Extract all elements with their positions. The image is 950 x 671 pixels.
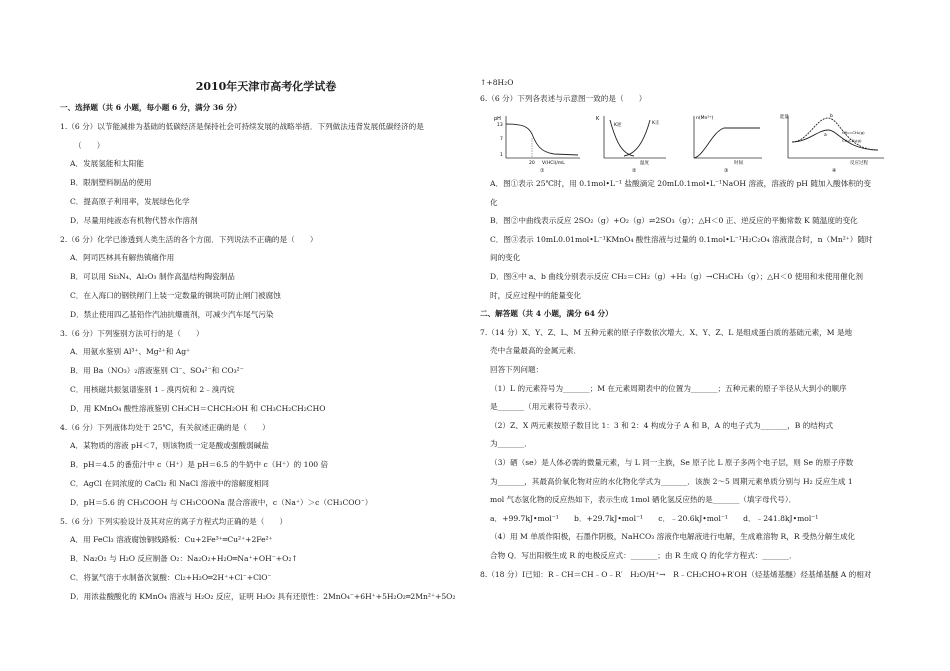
text-line: ↑+8H₂O — [480, 78, 514, 87]
text-line: 化 — [490, 197, 498, 207]
figure-4-curve-b — [792, 118, 878, 150]
figure-2-curve-forward — [624, 120, 650, 156]
figure-4-curve-label: a — [824, 133, 827, 138]
text-line: A．用氨水鉴别 Al³⁺、Mg²⁺和 Ag⁺ — [70, 347, 191, 357]
figure-3-caption: ③ — [724, 168, 729, 174]
text-line: 2.（6 分）化学已渗透到人类生活的各个方面．下列说法不正确的是（ ） — [60, 234, 318, 244]
figure-4-x-label: 反应过程 — [850, 161, 868, 166]
figure-2-curve-label: K正 — [652, 121, 660, 126]
text-line: C．在入海口的钢铁闸门上装一定数量的铜块可防止闸门被腐蚀 — [70, 291, 281, 300]
text-line: D．用 KMnO₄ 酸性溶液鉴别 CH₃CH＝CHCH₂OH 和 CH₃CH₂CH₂CHO — [70, 403, 326, 413]
text-line: mol 气态氢化物的反应热如下，表示生成 1mol 硒化氢反应热的是_______（填字母代号）． — [490, 495, 797, 505]
figure-1-y-tick: 7 — [500, 137, 503, 142]
text-line: A．图①表示 25℃时，用 0.1mol•L⁻¹ 盐酸滴定 20mL0.1mol•L⁻¹NaOH 溶液，溶液的 pH 随加入酸体积的变 — [490, 179, 872, 188]
figure-1-x-label: V(HCl)/mL — [542, 161, 565, 166]
text-line: D．pH＝5.6 的 CH₃COOH 与 CH₃COONa 混合溶液中，c（Na⁺）＞c（CH₃COO⁻） — [70, 497, 373, 507]
text-line: B．可以用 Si₃N₄、Al₂O₃ 制作高温结构陶瓷制品 — [70, 272, 235, 282]
text-line: 合物 Q．写出阳极生成 R 的电极反应式：_______；由 R 生成 Q 的化学方程式：_______． — [490, 551, 797, 560]
text-line: C．用核磁共振氢谱鉴别 1﹣溴丙烷和 2﹣溴丙烷 — [70, 385, 235, 394]
text-line: D．图④中 a、b 曲线分别表示反应 CH₂＝CH₂（g）+H₂（g）→CH₃CH₃（g）；△H＜0 使用和未使用催化剂 — [490, 272, 863, 281]
text-line: （ ） — [74, 140, 105, 150]
figure-1-y-tick: 13 — [497, 123, 503, 128]
figure-3-curve — [694, 128, 760, 158]
figure-4-caption: ④ — [832, 168, 837, 174]
figure-2-equilibrium — [594, 112, 674, 174]
figure-1-curve — [506, 124, 578, 155]
figure-3-x-label: 时间 — [734, 161, 743, 166]
text-line: 6.（6 分）下列各表述与示意图一致的是（ ） — [480, 94, 647, 103]
text-line: 回答下列问题： — [490, 365, 544, 374]
text-line: D．用浓盐酸酸化的 KMnO₄ 溶液与 H₂O₂ 反应，证明 H₂O₂ 具有还原性：2MnO₄⁻+6H⁺+5H₂O₂═2Mn²⁺+5O₂ — [70, 591, 456, 601]
text-line: A．阿司匹林具有解热镇痛作用 — [70, 253, 175, 263]
text-line: 5.（6 分）下列实验设计及其对应的离子方程式均正确的是（ ） — [60, 516, 288, 526]
figure-4-y-label: 能量 — [780, 115, 789, 120]
text-line: C．将氯气溶于水制备次氯酸：Cl₂+H₂O═2H⁺+Cl⁻+ClO⁻ — [70, 573, 272, 582]
question-6-figures — [492, 112, 892, 174]
figure-4-curve-a — [792, 130, 878, 150]
text-line: 3.（6 分）下列鉴别方法可行的是（ ） — [60, 328, 204, 338]
text-line: 8.（18 分）Ⅰ已知：R﹣CH＝CH﹣O﹣R′ H₂O/H⁺→ R﹣CH₂CHO+R′OH（烃基烯基醚）烃基烯基醚 A 的相对 — [480, 569, 872, 579]
figure-3-mn-ion — [684, 112, 769, 174]
figure-4-series-label: CH₃CH₃(g) — [842, 138, 862, 143]
text-line: 间的变化 — [490, 253, 521, 263]
figure-1-y-tick: 1 — [500, 153, 503, 158]
figure-2-curve-label: K逆 — [614, 123, 622, 128]
text-line: 时，反应过程中的能量变化 — [490, 290, 582, 300]
text-line: （1）L 的元素符号为_______；M 在元素周期表中的位置为_______；五种元素的原子半径从大到小的顺序 — [490, 383, 847, 393]
text-line: A．用 FeCl₃ 溶液腐蚀铜线路板：Cu+2Fe³⁺═Cu²⁺+2Fe²⁺ — [70, 535, 273, 545]
text-line: B．pH＝4.5 的番茄汁中 c（H⁺）是 pH＝6.5 的牛奶中 c（H⁺）的 100 倍 — [70, 460, 329, 470]
page-title: 2010年天津市高考化学试卷 — [195, 80, 337, 93]
text-line: A．发展氢能和太阳能 — [70, 159, 144, 169]
text-line: 4.（6 分）下列液体均处于 25℃，有关叙述正确的是（ ） — [60, 422, 270, 432]
text-line: B．图②中曲线表示反应 2SO₂（g）+O₂（g）⇌2SO₃（g）；△H＜0 正、逆反应的平衡常数 K 随温度的变化 — [490, 216, 858, 226]
figure-4-energy — [778, 112, 890, 174]
text-line: D．尽量用纯液态有机物代替水作溶剂 — [70, 215, 198, 225]
section-heading: 二、解答题（共 4 小题，满分 64 分） — [480, 309, 613, 319]
figure-4-series-label: CH₂=CH₂(g) — [842, 130, 865, 135]
figure-1-caption: ① — [540, 168, 545, 174]
text-line: （4）用 M 单质作阳极，石墨作阴极，NaHCO₃ 溶液作电解液进行电解，生成难溶物 R，R 受热分解生成化 — [490, 532, 856, 542]
text-line: 为_______． — [490, 439, 532, 449]
text-line: 1.（6 分）以节能减排为基础的低碳经济是保持社会可持续发展的战略举措．下列做法违背发展低碳经济的是 — [60, 121, 424, 131]
section-heading: 一、选择题（共 6 小题，每小题 6 分，满分 36 分） — [60, 103, 242, 112]
text-line: C．图③表示 10mL0.01mol•L⁻¹KMnO₄ 酸性溶液与过量的 0.1mol•L⁻¹H₂C₂O₄ 溶液混合时，n（Mn²⁺）随时 — [490, 234, 873, 244]
text-line: A．某物质的溶液 pH＜7，则该物质一定是酸或强酸弱碱盐 — [70, 441, 269, 451]
figure-1-titration — [492, 112, 587, 174]
figure-2-y-label: K — [596, 116, 600, 122]
figure-3-y-label: n(Mn²⁺) — [696, 116, 714, 121]
text-line: B．限制塑料制品的使用 — [70, 178, 152, 188]
text-line: a．+99.7kJ•mol⁻¹ b．+29.7kJ•mol⁻¹ c．﹣20.6kJ•mol⁻¹ d．﹣241.8kJ•mol⁻¹ — [490, 513, 819, 523]
text-line: C．AgCl 在同浓度的 CaCl₂ 和 NaCl 溶液中的溶解度相同 — [70, 479, 269, 488]
text-line: C．提高原子利用率，发展绿色化学 — [70, 197, 190, 206]
figure-2-caption: ② — [632, 168, 637, 174]
figure-2-x-label: 温度 — [640, 161, 649, 166]
text-line: 7.（14 分）X、Y、Z、L、M 五种元素的原子序数依次增大．X、Y、Z、L 是组成蛋白质的基础元素，M 是地 — [480, 327, 853, 337]
figure-4-curve-label: b — [830, 114, 833, 119]
figure-1-y-label: pH — [494, 116, 501, 122]
text-line: （2）Z、X 两元素按原子数目比 1：3 和 2：4 构成分子 A 和 B，A 的电子式为_______，B 的结构式 — [490, 420, 834, 430]
text-line: B．Na₂O₂ 与 H₂O 反应制备 O₂：Na₂O₂+H₂O═Na⁺+OH⁻+O₂↑ — [70, 554, 298, 564]
text-line: （3）硒（se）是人体必需的微量元素，与 L 同一主族，Se 原子比 L 原子多两个电子层，则 Se 的原子序数 — [490, 458, 854, 467]
text-line: 为_______，其最高价氧化物对应的水化物化学式为_______．该族 2～5 周期元素单质分别与 H₂ 反应生成 1 — [490, 476, 853, 486]
figure-1-x-tick: 20 — [529, 161, 535, 166]
text-line: 壳中含量最高的金属元素． — [490, 346, 582, 356]
text-line: 是_______（用元素符号表示）． — [490, 402, 597, 412]
text-line: D．禁止使用四乙基铅作汽油抗爆震剂，可减少汽车尾气污染 — [70, 309, 274, 319]
text-line: B．用 Ba（NO₃）₂溶液鉴别 Cl⁻、SO₄²⁻和 CO₃²⁻ — [70, 366, 244, 376]
